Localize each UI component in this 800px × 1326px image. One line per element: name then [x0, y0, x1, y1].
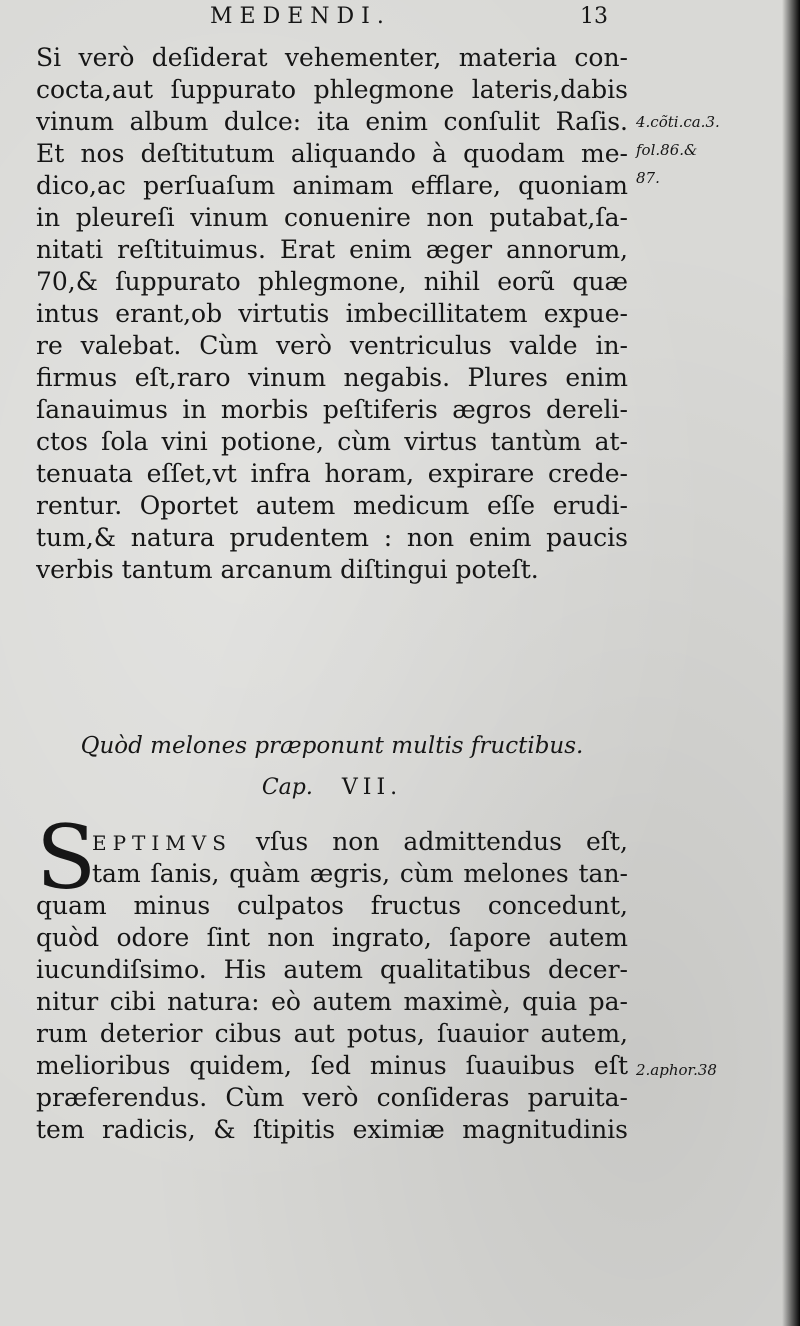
text-line: iucundiſsimo. His autem qualitatibus decer- — [36, 955, 628, 984]
text-line: melioribus quidem, ſed minus ſuauibus eſt — [36, 1051, 628, 1080]
running-head: MEDENDI. — [210, 4, 391, 29]
text-line: præferendus. Cùm verò conſideras paruita- — [36, 1083, 628, 1112]
text-line: Et nos deſtitutum aliquando à quodam me- — [36, 139, 628, 168]
margin-note-reference: 4.cõti.ca.3. — [636, 113, 720, 131]
first-word: EPTIMVS — [92, 831, 232, 855]
text-line: quam minus culpatos fructus concedunt, — [36, 891, 628, 920]
text-line: Si verò deſiderat vehementer, materia con- — [36, 43, 628, 72]
text-line: vinum album dulce: ita enim conſulit Raſis. — [36, 107, 628, 136]
page-gutter-shadow — [782, 0, 800, 1326]
paragraph-1 — [36, 42, 628, 586]
text-line: firmus eſt,raro vinum negabis. Plures enim — [36, 363, 628, 392]
drop-cap: S — [36, 806, 97, 909]
text-line: tem radicis, & ſtipitis eximiæ magnitudinis — [36, 1115, 628, 1144]
chapter-heading — [36, 772, 628, 804]
text-line: cocta,aut ſuppurato phlegmone lateris,dabis — [36, 75, 628, 104]
text-line: ſanauimus in morbis peſtiferis ægros dereli- — [36, 395, 628, 424]
text-line: tam ſanis, quàm ægris, cùm melones tan- — [92, 859, 628, 888]
first-line-rest: vſus non admittendus eſt, — [255, 827, 628, 856]
text-line: tenuata eſſet,vt infra horam, expirare crede- — [36, 459, 628, 488]
text-line: tum,& natura prudentem : non enim paucis — [36, 523, 628, 552]
text-line: intus erant,ob virtutis imbecillitatem expue- — [36, 299, 628, 328]
margin-note-reference: 87. — [636, 169, 660, 187]
text-line: verbis tantum arcanum diſtingui poteſt. — [36, 555, 539, 584]
section-heading: Quòd melones præponunt multis fructibus. — [80, 733, 584, 759]
text-line: rum deterior cibus aut potus, ſuauior autem, — [36, 1019, 628, 1048]
text-line: rentur. Oportet autem medicum eſſe erudi- — [36, 491, 628, 520]
margin-note-aphorism: 2.aphor.38 — [636, 1061, 717, 1079]
text-line: quòd odore ſint non ingrato, ſapore autem — [36, 923, 628, 952]
text-line: in pleureſi vinum conuenire non putabat,ſa- — [36, 203, 628, 232]
paragraph-2 — [36, 826, 628, 1146]
chapter-number: VII. — [341, 775, 403, 800]
text-line: nitati reſtituimus. Erat enim æger annorum, — [36, 235, 628, 264]
chapter-label: Cap. — [261, 775, 313, 800]
text-line: dico,ac perſuaſum animam efflare, quoniam — [36, 171, 628, 200]
page-header — [210, 4, 610, 32]
text-line: 70,& ſuppurato phlegmone, nihil eorũ quæ — [36, 267, 628, 296]
page-number: 13 — [580, 4, 608, 29]
text-line-first — [36, 826, 628, 858]
text-line: re valebat. Cùm verò ventriculus valde in- — [36, 331, 628, 360]
text-line: nitur cibi natura: eò autem maximè, quia pa- — [36, 987, 628, 1016]
margin-note-reference: fol.86.& — [636, 141, 698, 159]
text-line: ctos ſola vini potione, cùm virtus tantùm at- — [36, 427, 628, 456]
